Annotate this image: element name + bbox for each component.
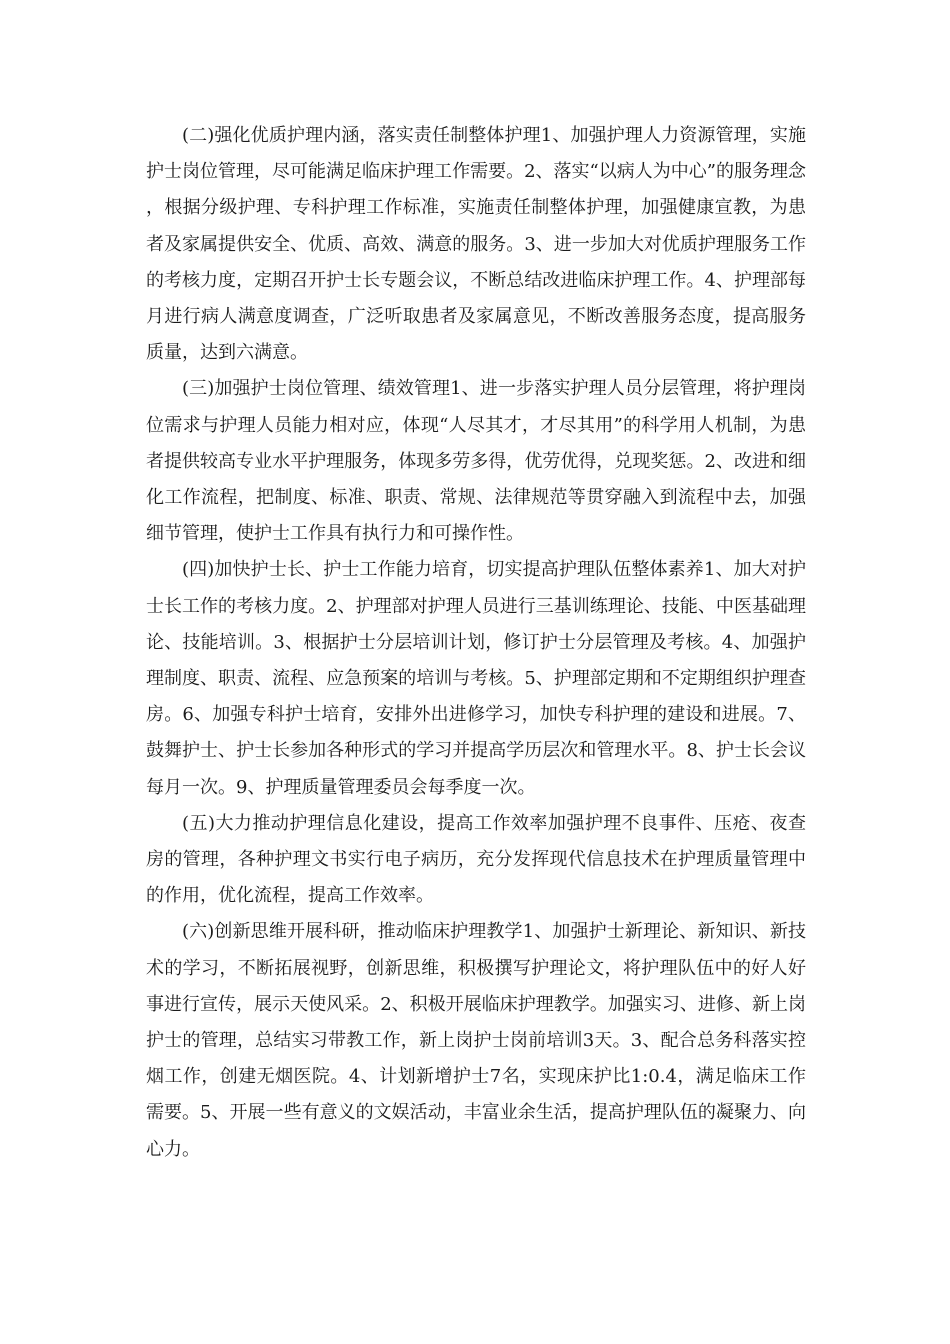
paragraph-section-2: (二)强化优质护理内涵，落实责任制整体护理1、加强护理人力资源管理，实施护士岗位管理，尽可能满足临床护理工作需要。2、落实“以病人为中心”的服务理念，根据分级护理、专科护理工作标准，实施责任制整体护理，加强健康宣教，为患者及家属提供安全、优质、高效、满意的服务。3、进一步加大对优质护理服务工作的考核力度，定期召开护士长专题会议，不断总结改进临床护理工作。4、护理部每月进行病人满意度调查，广泛听取患者及家属意见，不断改善服务态度，提高服务质量，达到六满意。: [146, 125, 806, 364]
paragraph-section-3: (三)加强护士岗位管理、绩效管理1、进一步落实护理人员分层管理，将护理岗位需求与护理人员能力相对应，体现“人尽其才，才尽其用”的科学用人机制，为患者提供较高专业水平护理服务，体现多劳多得，优劳优得，兑现奖惩。2、改进和细化工作流程，把制度、标准、职责、常规、法律规范等贯穿融入到流程中去，加强细节管理，使护士工作具有执行力和可操作性。: [146, 378, 806, 545]
document-body: [146, 118, 806, 1168]
paragraph-section-6: (六)创新思维开展科研，推动临床护理教学1、加强护士新理论、新知识、新技术的学习，不断拓展视野，创新思维，积极撰写护理论文，将护理队伍中的好人好事进行宣传，展示天使风采。2、积极开展临床护理教学。加强实习、进修、新上岗护士的管理，总结实习带教工作，新上岗护士岗前培训3天。3、配合总务科落实控烟工作，创建无烟医院。4、计划新增护士7名，实现床护比1:0.4，满足临床工作需要。5、开展一些有意义的文娱活动，丰富业余生活，提高护理队伍的凝聚力、向心力。: [146, 921, 806, 1160]
paragraph-section-4: (四)加快护士长、护士工作能力培育，切实提高护理队伍整体素养1、加大对护士长工作的考核力度。2、护理部对护理人员进行三基训练理论、技能、中医基础理论、技能培训。3、根据护士分层培训计划，修订护士分层管理及考核。4、加强护理制度、职责、流程、应急预案的培训与考核。5、护理部定期和不定期组织护理查房。6、加强专科护士培育，安排外出进修学习，加快专科护理的建设和进展。7、鼓舞护士、护士长参加各种形式的学习并提高学历层次和管理水平。8、护士长会议每月一次。9、护理质量管理委员会每季度一次。: [146, 559, 806, 798]
paragraph-section-5: (五)大力推动护理信息化建设，提高工作效率加强护理不良事件、压疮、夜查房的管理，各种护理文书实行电子病历，充分发挥现代信息技术在护理质量管理中的作用，优化流程，提高工作效率。: [146, 812, 806, 907]
